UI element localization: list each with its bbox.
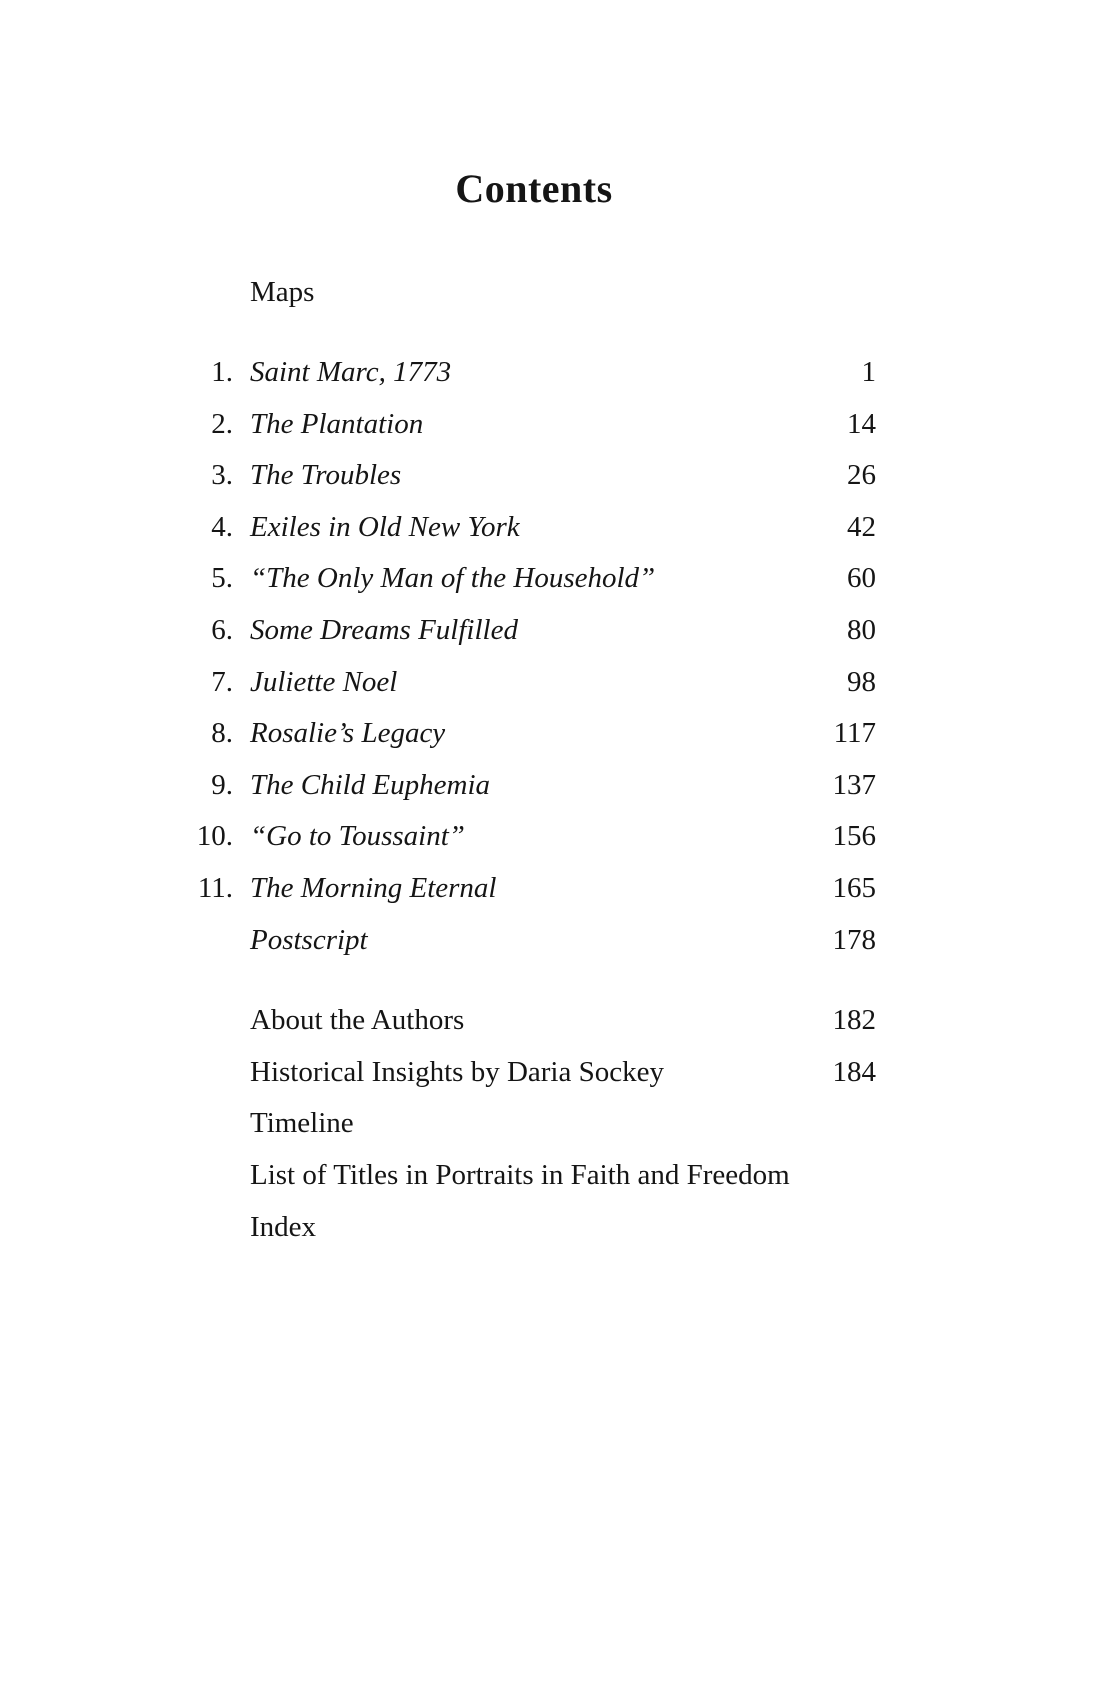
toc-entry [192, 708, 876, 760]
chapter-number: 7. [211, 665, 233, 698]
back-matter-title: List of Titles in Portraits in Faith and Freedom [250, 1158, 790, 1191]
back-matter-entry [192, 995, 876, 1047]
chapter-number: 1. [211, 356, 233, 388]
toc-entry [192, 553, 876, 605]
back-matter-title: Historical Insights by Daria Sockey [250, 1055, 664, 1088]
toc-entry [192, 450, 876, 502]
toc-entry [192, 760, 876, 812]
chapter-title: Exiles in Old New York [250, 510, 520, 543]
chapter-page-number: 98 [847, 665, 876, 698]
chapter-page-number: 1 [861, 356, 876, 388]
back-matter-entry [192, 1047, 876, 1099]
toc-entry [192, 863, 876, 915]
page-title: Contents [455, 166, 613, 211]
chapter-title: The Morning Eternal [250, 871, 497, 904]
back-matter-title: About the Authors [250, 1004, 465, 1037]
chapter-title: Saint Marc, 1773 [250, 356, 452, 388]
chapter-page-number: 14 [847, 407, 876, 440]
back-matter-page-number: 184 [832, 1055, 876, 1088]
chapter-title: “Go to Toussaint” [250, 820, 465, 853]
chapter-title: Some Dreams Fulfilled [250, 613, 518, 646]
chapter-page-number: 80 [847, 613, 876, 646]
chapter-number: 4. [211, 510, 233, 543]
toc-entry [192, 502, 876, 554]
chapter-number: 10. [196, 820, 233, 853]
back-matter-list [192, 995, 876, 1253]
chapter-page-number: 178 [832, 923, 876, 956]
chapter-page-number: 117 [833, 717, 876, 750]
toc-entry [192, 811, 876, 863]
toc-entry [192, 605, 876, 657]
chapter-page-number: 137 [832, 768, 876, 801]
chapter-title: The Child Euphemia [250, 768, 491, 801]
chapter-title: “The Only Man of the Household” [250, 562, 656, 595]
chapter-page-number: 156 [832, 820, 876, 853]
back-matter-title: Index [250, 1210, 317, 1243]
chapter-number: 3. [211, 459, 233, 492]
chapter-page-number: 42 [847, 510, 876, 543]
chapter-title: Juliette Noel [250, 665, 398, 698]
chapter-number: 9. [211, 768, 233, 801]
chapter-page-number: 165 [832, 871, 876, 904]
chapter-number: 6. [211, 613, 233, 646]
chapter-number: 8. [211, 717, 233, 750]
back-matter-title: Timeline [250, 1107, 354, 1140]
chapter-title: The Plantation [250, 407, 424, 440]
toc-entry [192, 347, 876, 399]
chapter-title: The Troubles [250, 459, 402, 492]
toc-entry [192, 657, 876, 709]
maps-section-label: Maps [250, 276, 315, 308]
back-matter-entry [192, 1098, 876, 1150]
chapter-number: 2. [211, 407, 233, 440]
back-matter-entry [192, 1150, 876, 1202]
chapter-title: Rosalie’s Legacy [250, 717, 446, 750]
toc-entry [192, 399, 876, 451]
toc-chapter-list [192, 347, 876, 966]
chapter-title: Postscript [250, 923, 368, 956]
back-matter-entry [192, 1202, 876, 1254]
chapter-number: 5. [211, 562, 233, 595]
back-matter-page-number: 182 [832, 1004, 876, 1037]
toc-entry [192, 915, 876, 967]
chapter-page-number: 60 [847, 562, 876, 595]
chapter-page-number: 26 [847, 459, 876, 492]
contents-page [192, 0, 876, 1253]
chapter-number: 11. [197, 871, 233, 904]
